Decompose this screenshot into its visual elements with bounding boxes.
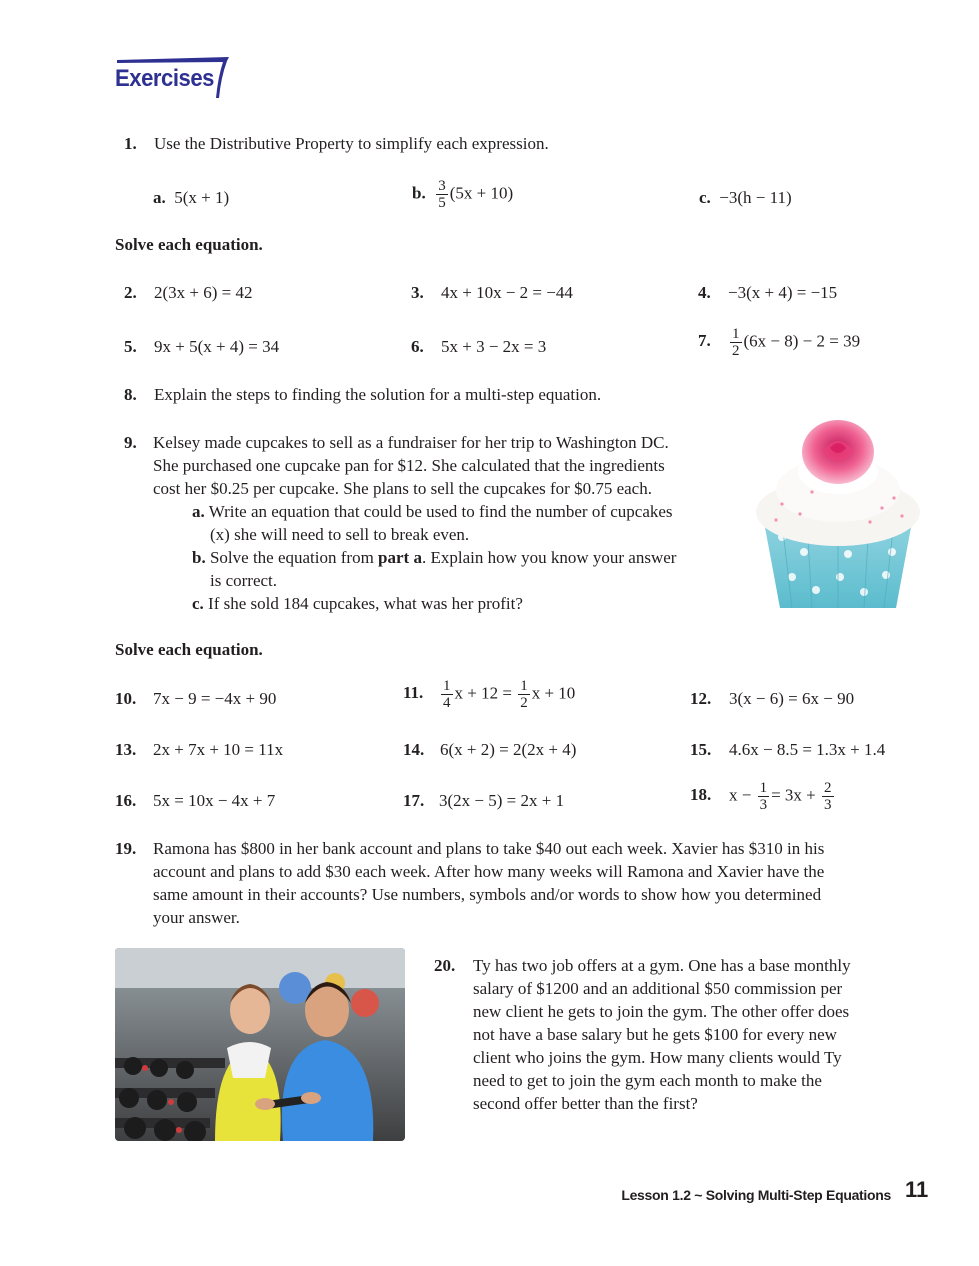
part-label: c. bbox=[699, 188, 711, 207]
fraction: $\frac{1}{4}$ bbox=[443, 678, 451, 711]
cupcake-image bbox=[752, 412, 924, 612]
q1-part-c bbox=[699, 186, 792, 209]
question-10: 10. 7x − 9 = −4x + 90 bbox=[115, 689, 277, 708]
question-6: 6. 5x + 3 − 2x = 3 bbox=[411, 337, 547, 356]
expression: −3(h − 11) bbox=[719, 188, 792, 207]
question-12: 12. 3(x − 6) = 6x − 90 bbox=[690, 689, 855, 708]
fraction: $\frac{1}{3}$ bbox=[759, 780, 768, 813]
question-15: 15. 4.6x − 8.5 = 1.3x + 1.4 bbox=[690, 740, 886, 759]
fraction: $\frac{3}{5}$ bbox=[438, 178, 446, 211]
solve-heading: Solve each equation. bbox=[115, 235, 263, 254]
question-17: 17. 3(2x − 5) = 2x + 1 bbox=[403, 791, 565, 810]
question-8: 8. Explain the steps to finding the solution for a multi-step equation. bbox=[124, 385, 602, 404]
question-18: 18. x − $\frac{1}{3}$ = 3x + $\frac{2}{3}$ bbox=[690, 780, 832, 813]
question-number: 9. bbox=[124, 433, 137, 452]
question-16: 16. 5x = 10x − 4x + 7 bbox=[115, 791, 276, 810]
expression: (5x + 10) bbox=[449, 183, 514, 203]
heading-text: Exercises bbox=[115, 65, 215, 92]
text-line: cost her $0.25 per cupcake. She plans to sell the cupcakes for $0.75 each. bbox=[153, 479, 652, 498]
question-2: 2. 2(3x + 6) = 42 bbox=[124, 283, 253, 302]
question-4: 4. −3(x + 4) = −15 bbox=[698, 283, 838, 302]
q1-part-b bbox=[412, 178, 513, 211]
gym-photo bbox=[115, 948, 405, 1141]
question-19: 19. Ramona has $800 in her bank account and plans to take $40 out each week. Xavier has $310 in his account and plans to add $30 each week. After how many weeks will Ramona and Xavier have the same amount in their accounts? Use numbers, symbols and/or words to show how you determined your answer. bbox=[115, 839, 825, 927]
fraction: $\frac{1}{2}$ bbox=[732, 326, 740, 359]
question-5: 5. 9x + 5(x + 4) = 34 bbox=[124, 337, 280, 356]
text-line: She purchased one cupcake pan for $12. She calculated that the ingredients bbox=[153, 456, 665, 475]
question-14: 14. 6(x + 2) = 2(2x + 4) bbox=[403, 740, 577, 759]
fraction: $\frac{2}{3}$ bbox=[824, 780, 832, 813]
page-number: 11 bbox=[905, 1177, 929, 1202]
fraction: $\frac{1}{2}$ bbox=[520, 678, 528, 711]
question-text: Use the Distributive Property to simplify each expression. bbox=[154, 134, 549, 153]
question-1 bbox=[124, 132, 549, 155]
text-line: Kelsey made cupcakes to sell as a fundraiser for her trip to Washington DC. bbox=[153, 433, 669, 452]
question-9: 9. Kelsey made cupcakes to sell as a fundraiser for her trip to Washington DC. She purchased one cupcake pan for $12. She calculated that the ingredients cost her $0.25 per cupcake. She plans to sell the cupcakes for $0.75 each. a. Write an equation that could be used to find the number of cupcakes (x) she will need to sell to break even. b. Solve the equation from part a. Explain how you know your answer is correct. c. If she sold 184 cupcakes, what was her profit? bbox=[124, 431, 744, 615]
part-label: b. bbox=[412, 183, 426, 203]
question-number: 1. bbox=[124, 134, 137, 153]
question-13: 13. 2x + 7x + 10 = 11x bbox=[115, 740, 284, 759]
footer-lesson-title: Lesson 1.2 ~ Solving Multi-Step Equations bbox=[621, 1187, 891, 1203]
solve-heading: Solve each equation. bbox=[115, 640, 263, 659]
section-heading bbox=[115, 57, 233, 99]
expression: 5(x + 1) bbox=[174, 188, 230, 207]
question-3: 3. 4x + 10x − 2 = −44 bbox=[411, 283, 573, 302]
question-20: 20. Ty has two job offers at a gym. One has a base monthly salary of $1200 and an additional $50 commission per new client he gets to join the gym. The other offer does not have a base salary but he gets $100 for every new client who joins the gym. How many clients would Ty need to get to join the gym each month to make the second offer better than the first? bbox=[434, 956, 851, 1113]
question-7: 7. $\frac{1}{2}$ (6x − 8) − 2 = 39 bbox=[698, 326, 861, 359]
part-label: a. bbox=[153, 188, 166, 207]
question-11: 11. $\frac{1}{4}$ x + 12 = $\frac{1}{2}$ x + 10 bbox=[403, 678, 576, 711]
q1-part-a bbox=[153, 186, 229, 209]
